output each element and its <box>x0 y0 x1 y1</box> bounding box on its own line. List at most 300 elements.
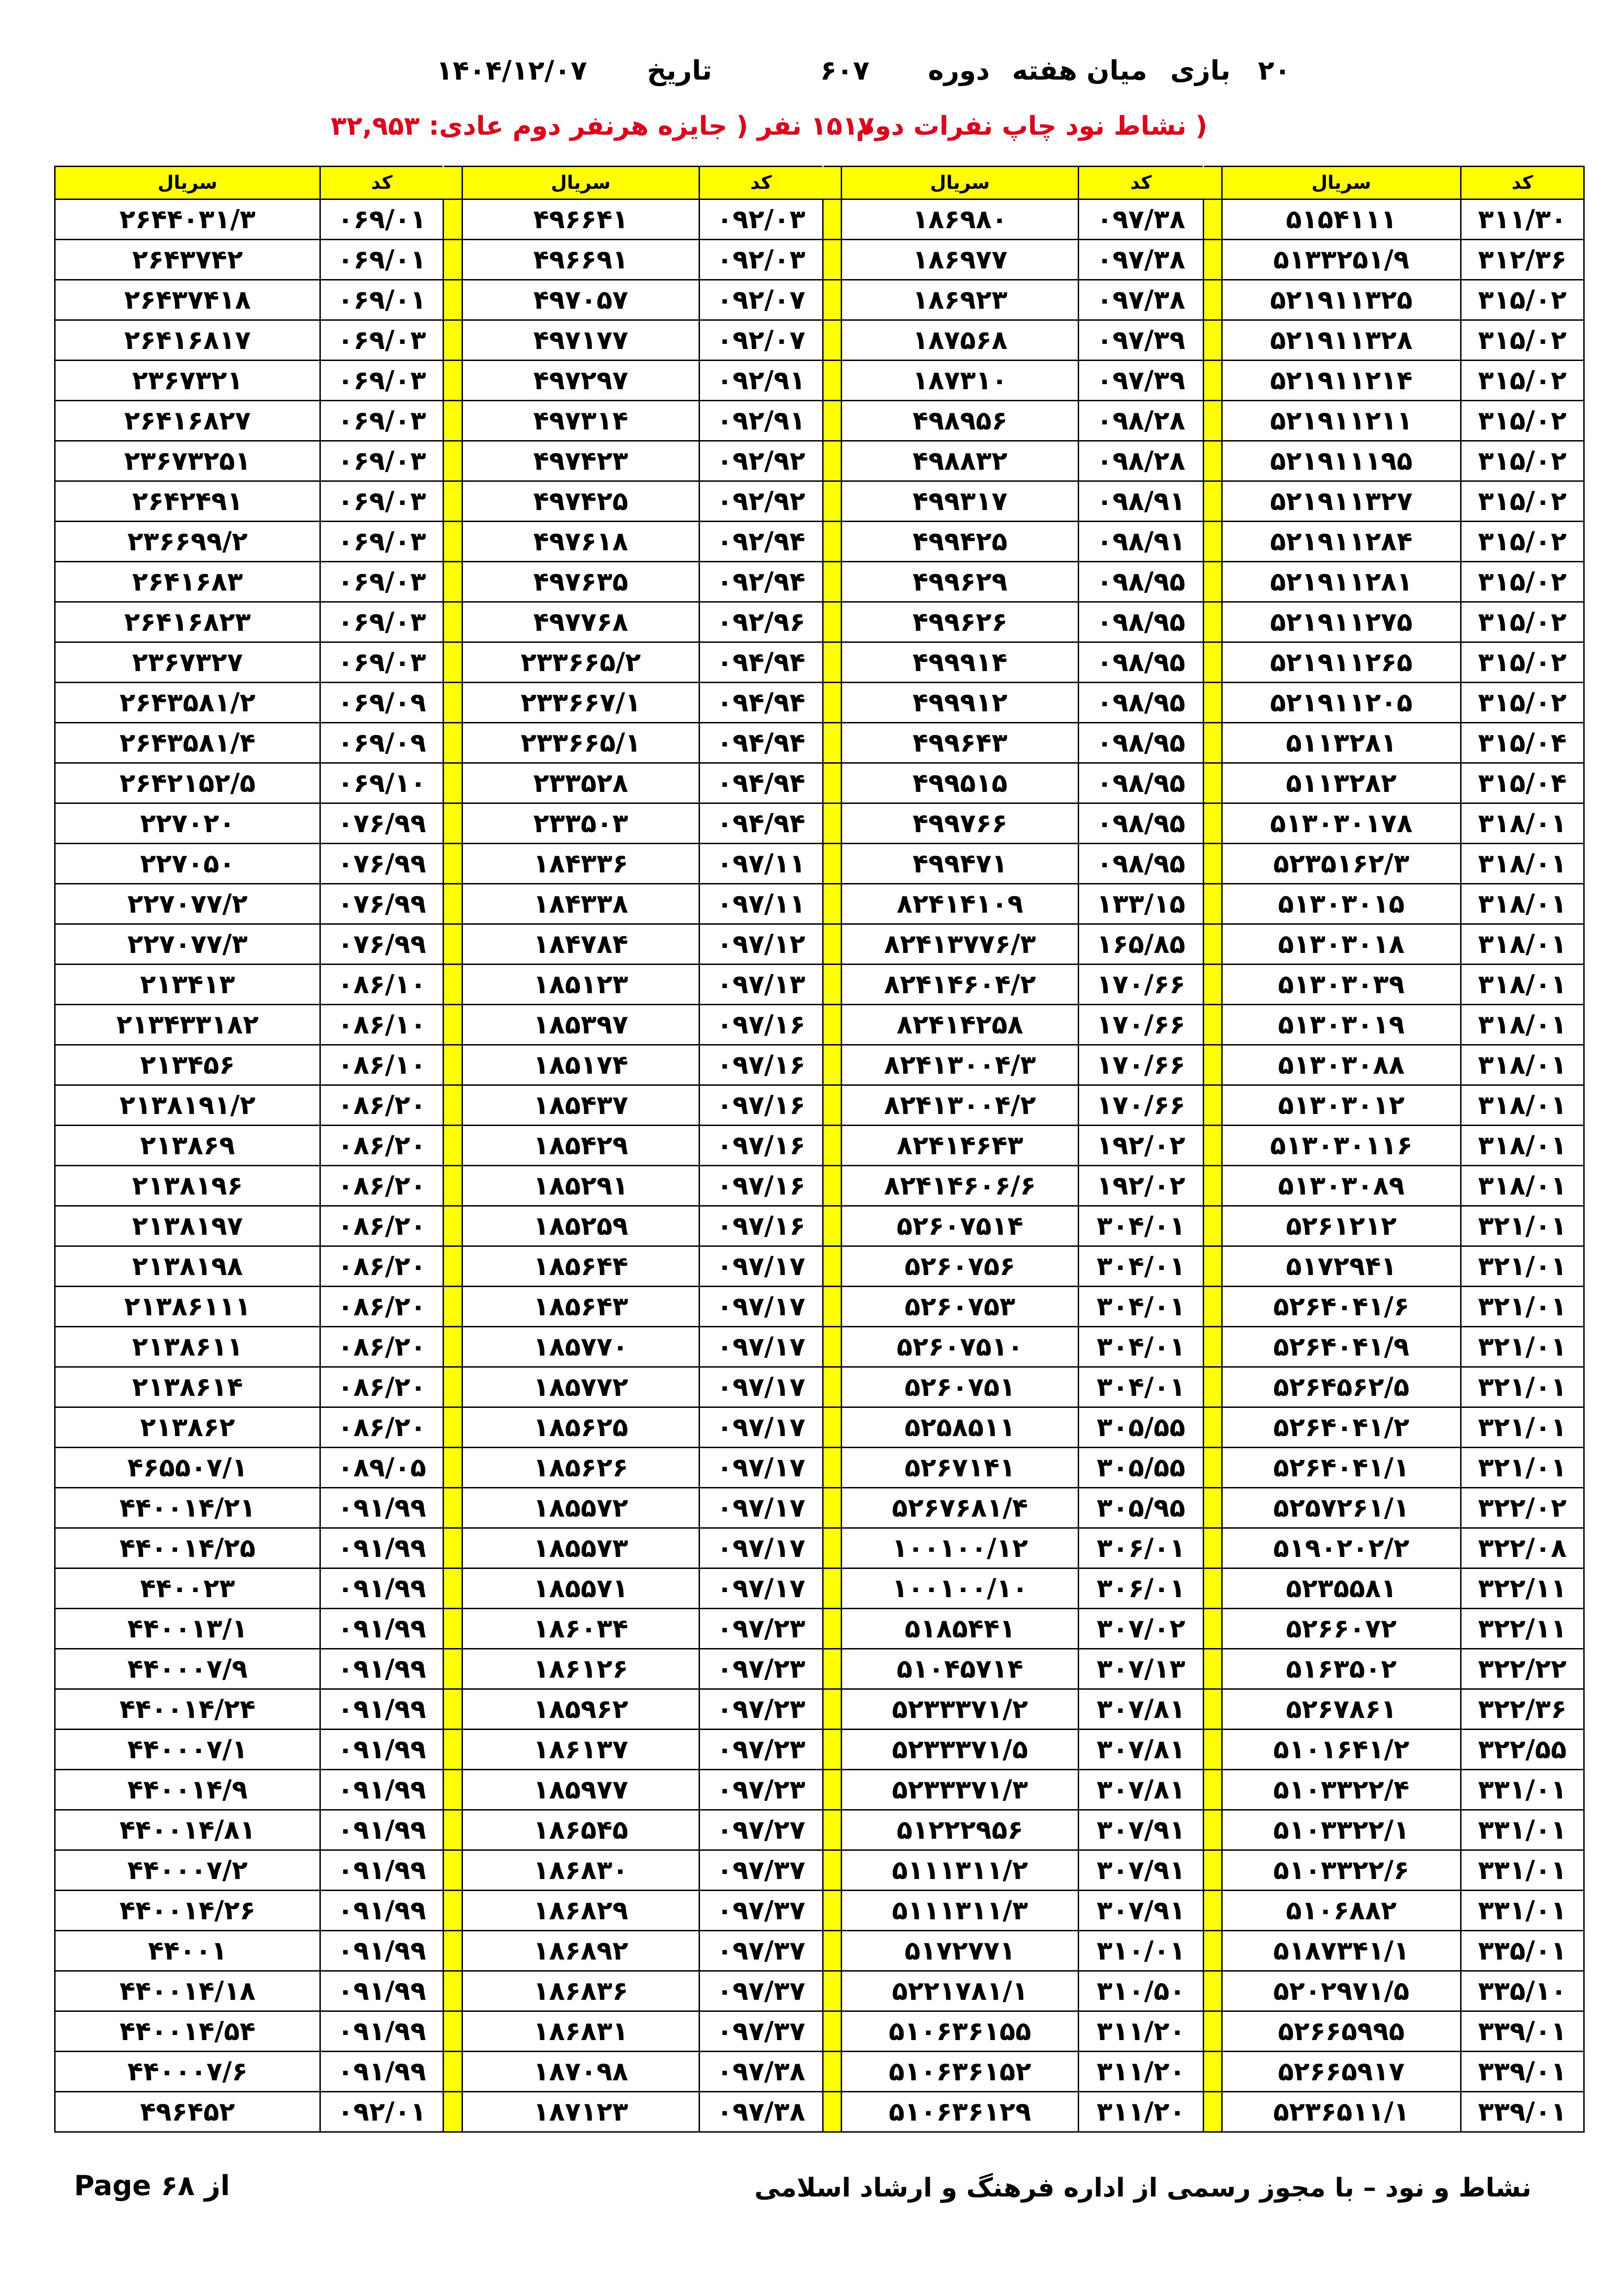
code-cell: ۳۱۸/۰۱ <box>1461 1045 1584 1085</box>
code-cell: ۳۱۸/۰۱ <box>1461 1126 1584 1166</box>
serial-cell: ۵۱۰۳۳۲۲/۱ <box>1222 1810 1461 1850</box>
serial-cell: ۵۱۳۰۳۰۱۱۶ <box>1222 1126 1461 1166</box>
code-cell: ۰۹۷/۲۳ <box>700 1689 823 1730</box>
table-row <box>55 1891 1584 1931</box>
code-cell: ۳۱۵/۰۲ <box>1461 683 1584 723</box>
code-cell: ۳۲۱/۰۱ <box>1461 1246 1584 1287</box>
code-cell: ۳۱۵/۰۲ <box>1461 401 1584 441</box>
serial-cell: ۵۲۶۰۷۵۱۰ <box>841 1327 1079 1367</box>
yellow-separator <box>443 2011 462 2052</box>
header-serial-1: سریال <box>1222 167 1461 199</box>
code-cell: ۰۹۱/۹۹ <box>320 2052 443 2092</box>
code-cell: ۰۶۹/۰۱ <box>320 280 443 320</box>
code-cell: ۰۹۲/۹۱ <box>700 401 823 441</box>
serial-cell: ۱۸۶۸۹۲ <box>462 1931 700 1971</box>
code-cell: ۰۹۱/۹۹ <box>320 1488 443 1528</box>
header-spacer <box>1203 167 1222 199</box>
code-cell: ۰۹۲/۹۴ <box>700 522 823 562</box>
yellow-separator <box>1203 1287 1222 1327</box>
code-cell: ۳۱۱/۲۰ <box>1079 2052 1203 2092</box>
serial-cell: ۲۳۶۶۹۹/۲ <box>55 522 320 562</box>
serial-cell: ۲۳۳۶۶۷/۱ <box>462 683 700 723</box>
yellow-separator <box>823 1448 841 1488</box>
serial-cell: ۱۸۶۵۴۵ <box>462 1810 700 1850</box>
serial-cell: ۵۲۶۴۰۴۱/۹ <box>1222 1327 1461 1367</box>
yellow-separator <box>443 1609 462 1649</box>
yellow-separator <box>443 1568 462 1609</box>
code-cell: ۰۹۱/۹۹ <box>320 1568 443 1609</box>
yellow-separator <box>1203 1327 1222 1367</box>
code-cell: ۰۶۹/۰۳ <box>320 441 443 481</box>
code-cell: ۰۹۸/۹۵ <box>1079 642 1203 683</box>
table-row <box>55 522 1584 562</box>
code-cell: ۳۰۴/۰۱ <box>1079 1246 1203 1287</box>
serial-cell: ۵۲۱۹۱۱۱۹۵ <box>1222 441 1461 481</box>
yellow-separator <box>443 803 462 844</box>
serial-cell: ۵۲۵۸۵۱۱ <box>841 1407 1079 1448</box>
yellow-separator <box>443 2052 462 2092</box>
code-cell: ۳۱۸/۰۱ <box>1461 1085 1584 1126</box>
serial-cell: ۱۸۶۸۳۰ <box>462 1850 700 1891</box>
serial-cell: ۵۲۶۴۰۴۱/۱ <box>1222 1448 1461 1488</box>
yellow-separator <box>443 1649 462 1689</box>
yellow-separator <box>1203 1166 1222 1206</box>
code-cell: ۰۸۶/۲۰ <box>320 1407 443 1448</box>
serial-cell: ۴۹۷۰۵۷ <box>462 280 700 320</box>
yellow-separator <box>443 1850 462 1891</box>
table-row <box>55 361 1584 401</box>
table-row <box>55 763 1584 803</box>
code-cell: ۳۱۸/۰۱ <box>1461 803 1584 844</box>
code-cell: ۳۰۷/۸۱ <box>1079 1689 1203 1730</box>
serial-cell: ۵۱۷۲۷۷۱ <box>841 1931 1079 1971</box>
code-cell: ۰۶۹/۰۱ <box>320 240 443 280</box>
table-row <box>55 1689 1584 1730</box>
serial-cell: ۱۸۴۳۳۶ <box>462 844 700 884</box>
code-cell: ۰۹۷/۳۹ <box>1079 361 1203 401</box>
serial-cell: ۲۱۳۸۱۹۷ <box>55 1206 320 1246</box>
serial-cell: ۵۱۰۳۳۲۲/۴ <box>1222 1770 1461 1810</box>
code-cell: ۰۹۸/۹۱ <box>1079 522 1203 562</box>
code-cell: ۰۹۱/۹۹ <box>320 1649 443 1689</box>
table-row <box>55 1528 1584 1568</box>
code-cell: ۰۸۶/۱۰ <box>320 1045 443 1085</box>
yellow-separator <box>823 1528 841 1568</box>
table-header-row <box>55 167 1584 199</box>
yellow-separator <box>1203 562 1222 602</box>
serial-cell: ۲۲۷۰۷۷/۳ <box>55 924 320 964</box>
code-cell: ۰۹۷/۱۶ <box>700 1045 823 1085</box>
serial-cell: ۱۸۵۷۷۰ <box>462 1327 700 1367</box>
yellow-separator <box>823 240 841 280</box>
code-cell: ۳۰۴/۰۱ <box>1079 1327 1203 1367</box>
table-row <box>55 803 1584 844</box>
code-cell: ۳۰۵/۹۵ <box>1079 1488 1203 1528</box>
table-body <box>55 199 1584 2132</box>
code-cell: ۰۹۷/۱۶ <box>700 1166 823 1206</box>
yellow-separator <box>1203 1649 1222 1689</box>
yellow-separator <box>443 522 462 562</box>
code-cell: ۰۹۷/۱۷ <box>700 1407 823 1448</box>
serial-cell: ۲۶۴۳۵۸۱/۴ <box>55 723 320 763</box>
yellow-separator <box>443 1327 462 1367</box>
yellow-separator <box>1203 1367 1222 1407</box>
serial-cell: ۴۴۰۰۱۴/۲۱ <box>55 1488 320 1528</box>
yellow-separator <box>443 2092 462 2132</box>
code-cell: ۰۹۷/۱۶ <box>700 1005 823 1045</box>
yellow-separator <box>443 199 462 240</box>
serial-cell: ۴۴۰۰۱۴/۲۴ <box>55 1689 320 1730</box>
yellow-separator <box>1203 1005 1222 1045</box>
yellow-separator <box>1203 1045 1222 1085</box>
serial-cell: ۵۲۱۹۱۱۲۶۵ <box>1222 642 1461 683</box>
serial-cell: ۲۳۶۷۳۲۱ <box>55 361 320 401</box>
serial-cell: ۱۸۵۴۲۹ <box>462 1126 700 1166</box>
code-cell: ۰۷۶/۹۹ <box>320 803 443 844</box>
serial-cell: ۲۱۳۸۶۱۱۱ <box>55 1287 320 1327</box>
serial-cell: ۵۱۰۳۳۲۲/۶ <box>1222 1850 1461 1891</box>
serial-cell: ۴۴۰۰۱۴/۵۴ <box>55 2011 320 2052</box>
serial-cell: ۱۸۶۸۲۹ <box>462 1891 700 1931</box>
code-cell: ۰۹۷/۲۳ <box>700 1649 823 1689</box>
code-cell: ۰۹۷/۳۷ <box>700 1931 823 1971</box>
yellow-separator <box>823 642 841 683</box>
serial-cell: ۴۹۹۹۱۴ <box>841 642 1079 683</box>
serial-cell: ۴۹۸۸۳۲ <box>841 441 1079 481</box>
code-cell: ۰۶۹/۰۳ <box>320 602 443 642</box>
code-cell: ۳۱۰/۵۰ <box>1079 1971 1203 2011</box>
code-cell: ۳۱۵/۰۲ <box>1461 562 1584 602</box>
code-cell: ۳۰۵/۵۵ <box>1079 1407 1203 1448</box>
code-cell: ۰۶۹/۰۳ <box>320 481 443 522</box>
serial-cell: ۴۴۰۰۱ <box>55 1931 320 1971</box>
yellow-separator <box>443 924 462 964</box>
yellow-separator <box>443 562 462 602</box>
code-cell: ۰۹۴/۹۴ <box>700 763 823 803</box>
code-cell: ۰۶۹/۰۳ <box>320 320 443 361</box>
serial-cell: ۴۶۵۵۰۷/۱ <box>55 1448 320 1488</box>
yellow-separator <box>823 1810 841 1850</box>
serial-cell: ۴۹۷۶۱۸ <box>462 522 700 562</box>
serial-cell: ۱۸۶۹۷۷ <box>841 240 1079 280</box>
serial-cell: ۱۸۵۵۷۱ <box>462 1568 700 1609</box>
code-cell: ۳۱۸/۰۱ <box>1461 964 1584 1005</box>
yellow-separator <box>1203 1528 1222 1568</box>
serial-cell: ۵۱۳۰۳۰۸۸ <box>1222 1045 1461 1085</box>
yellow-separator <box>1203 2092 1222 2132</box>
yellow-separator <box>823 2052 841 2092</box>
serial-cell: ۴۴۰۰۱۴/۲۵ <box>55 1528 320 1568</box>
period-label: دوره <box>928 55 990 86</box>
table-row <box>55 1488 1584 1528</box>
yellow-separator <box>1203 1246 1222 1287</box>
serial-cell: ۱۰۰۱۰۰/۱۰ <box>841 1568 1079 1609</box>
header-spacer <box>443 167 462 199</box>
serial-cell: ۵۲۰۲۹۷۱/۵ <box>1222 1971 1461 2011</box>
code-cell: ۰۹۷/۱۷ <box>700 1448 823 1488</box>
serial-cell: ۴۹۶۶۴۱ <box>462 199 700 240</box>
code-cell: ۰۹۲/۹۶ <box>700 602 823 642</box>
code-cell: ۰۹۱/۹۹ <box>320 1689 443 1730</box>
serial-cell: ۸۲۴۱۴۶۰۶/۶ <box>841 1166 1079 1206</box>
table-row <box>55 481 1584 522</box>
yellow-separator <box>443 602 462 642</box>
game-label: بازی <box>1170 55 1230 86</box>
serial-cell: ۵۲۶۰۷۵۶ <box>841 1246 1079 1287</box>
code-cell: ۰۹۸/۹۵ <box>1079 602 1203 642</box>
header-serial-2: سریال <box>841 167 1079 199</box>
code-cell: ۰۹۷/۳۸ <box>1079 280 1203 320</box>
yellow-separator <box>1203 401 1222 441</box>
yellow-separator <box>1203 763 1222 803</box>
serial-cell: ۱۸۵۲۵۹ <box>462 1206 700 1246</box>
yellow-separator <box>443 1448 462 1488</box>
yellow-separator <box>443 1931 462 1971</box>
yellow-separator <box>823 1327 841 1367</box>
code-cell: ۱۹۲/۰۲ <box>1079 1166 1203 1206</box>
serial-cell: ۵۱۸۷۳۴۱/۱ <box>1222 1931 1461 1971</box>
code-cell: ۳۱۸/۰۱ <box>1461 1166 1584 1206</box>
yellow-separator <box>1203 1609 1222 1649</box>
yellow-separator <box>443 441 462 481</box>
table-row <box>55 1850 1584 1891</box>
yellow-separator <box>823 1367 841 1407</box>
code-cell: ۰۹۴/۹۴ <box>700 642 823 683</box>
code-cell: ۳۰۷/۰۲ <box>1079 1609 1203 1649</box>
code-cell: ۰۸۶/۲۰ <box>320 1085 443 1126</box>
serial-cell: ۴۴۰۰۰۷/۱ <box>55 1730 320 1770</box>
code-cell: ۰۸۹/۰۵ <box>320 1448 443 1488</box>
serial-cell: ۵۱۳۰۳۰۸۹ <box>1222 1166 1461 1206</box>
code-cell: ۳۰۶/۰۱ <box>1079 1568 1203 1609</box>
yellow-separator <box>443 320 462 361</box>
yellow-separator <box>1203 964 1222 1005</box>
code-cell: ۰۹۸/۹۵ <box>1079 803 1203 844</box>
table-row <box>55 1045 1584 1085</box>
serial-cell: ۱۸۵۶۲۵ <box>462 1407 700 1448</box>
yellow-separator <box>823 964 841 1005</box>
yellow-separator <box>443 642 462 683</box>
code-cell: ۳۰۴/۰۱ <box>1079 1287 1203 1327</box>
yellow-separator <box>443 1730 462 1770</box>
yellow-separator <box>443 1891 462 1931</box>
code-cell: ۰۸۶/۲۰ <box>320 1367 443 1407</box>
code-cell: ۰۸۶/۲۰ <box>320 1327 443 1367</box>
serial-cell: ۴۹۷۷۶۸ <box>462 602 700 642</box>
serial-cell: ۵۲۱۹۱۱۲۸۴ <box>1222 522 1461 562</box>
subheader-count: ۱۵۱۷ نفر ( جایزه هرنفر دوم عادی: ۳۲,۹۵۳ <box>331 111 874 141</box>
serial-cell: ۲۳۳۵۰۳ <box>462 803 700 844</box>
serial-cell: ۱۸۵۳۹۷ <box>462 1005 700 1045</box>
code-cell: ۰۹۲/۰۷ <box>700 320 823 361</box>
serial-cell: ۱۸۵۷۷۲ <box>462 1367 700 1407</box>
serial-cell: ۴۹۷۴۲۳ <box>462 441 700 481</box>
table-row <box>55 884 1584 924</box>
code-cell: ۰۹۲/۰۳ <box>700 240 823 280</box>
code-cell: ۰۹۱/۹۹ <box>320 1810 443 1850</box>
serial-cell: ۴۹۹۶۴۳ <box>841 723 1079 763</box>
code-cell: ۳۳۵/۰۱ <box>1461 1931 1584 1971</box>
yellow-separator <box>823 1649 841 1689</box>
yellow-separator <box>1203 441 1222 481</box>
header-code-4: کد <box>320 167 443 199</box>
code-cell: ۰۹۱/۹۹ <box>320 1850 443 1891</box>
yellow-separator <box>1203 199 1222 240</box>
yellow-separator <box>1203 320 1222 361</box>
code-cell: ۱۷۰/۶۶ <box>1079 964 1203 1005</box>
code-cell: ۰۹۲/۰۱ <box>320 2092 443 2132</box>
code-cell: ۳۳۵/۱۰ <box>1461 1971 1584 2011</box>
table-row <box>55 320 1584 361</box>
serial-cell: ۵۲۳۳۳۷۱/۲ <box>841 1689 1079 1730</box>
serial-cell: ۱۸۶۸۳۱ <box>462 2011 700 2052</box>
yellow-separator <box>1203 924 1222 964</box>
serial-cell: ۴۴۰۰۱۴/۸۱ <box>55 1810 320 1850</box>
code-cell: ۳۳۹/۰۱ <box>1461 2052 1584 2092</box>
yellow-separator <box>1203 1971 1222 2011</box>
serial-cell: ۱۸۴۷۸۴ <box>462 924 700 964</box>
code-cell: ۳۱۵/۰۲ <box>1461 642 1584 683</box>
yellow-separator <box>823 884 841 924</box>
serial-cell: ۵۱۰۶۸۸۲ <box>1222 1891 1461 1931</box>
table-row <box>55 1407 1584 1448</box>
code-cell: ۳۰۶/۰۱ <box>1079 1528 1203 1568</box>
serial-cell: ۲۶۴۲۱۵۲/۵ <box>55 763 320 803</box>
code-cell: ۳۳۹/۰۱ <box>1461 2011 1584 2052</box>
header-serial-3: سریال <box>462 167 700 199</box>
serial-cell: ۱۸۵۹۷۷ <box>462 1770 700 1810</box>
code-cell: ۰۶۹/۰۹ <box>320 683 443 723</box>
table-row <box>55 1327 1584 1367</box>
code-cell: ۳۱۸/۰۱ <box>1461 924 1584 964</box>
code-cell: ۰۹۱/۹۹ <box>320 1528 443 1568</box>
serial-cell: ۱۸۵۶۲۶ <box>462 1448 700 1488</box>
code-cell: ۰۹۷/۳۷ <box>700 2011 823 2052</box>
table-row <box>55 1005 1584 1045</box>
serial-cell: ۴۴۰۰۱۳/۱ <box>55 1609 320 1649</box>
yellow-separator <box>823 1850 841 1891</box>
code-cell: ۳۲۲/۱۱ <box>1461 1609 1584 1649</box>
yellow-separator <box>443 280 462 320</box>
yellow-separator <box>443 683 462 723</box>
code-cell: ۰۶۹/۰۳ <box>320 562 443 602</box>
serial-cell: ۲۱۳۴۳۳۱۸۲ <box>55 1005 320 1045</box>
serial-cell: ۵۲۶۰۷۵۳ <box>841 1287 1079 1327</box>
header-line-2 <box>0 111 1624 157</box>
yellow-separator <box>1203 884 1222 924</box>
header-code-2: کد <box>1079 167 1203 199</box>
yellow-separator <box>1203 642 1222 683</box>
yellow-separator <box>1203 1488 1222 1528</box>
yellow-separator <box>1203 602 1222 642</box>
code-cell: ۳۱۸/۰۱ <box>1461 1005 1584 1045</box>
code-cell: ۰۹۷/۱۶ <box>700 1085 823 1126</box>
yellow-separator <box>823 2011 841 2052</box>
yellow-separator <box>823 602 841 642</box>
table-row <box>55 642 1584 683</box>
serial-cell: ۸۲۴۱۴۶۴۳ <box>841 1126 1079 1166</box>
yellow-separator <box>443 1367 462 1407</box>
yellow-separator <box>823 1730 841 1770</box>
serial-cell: ۵۱۱۳۲۸۱ <box>1222 723 1461 763</box>
serial-cell: ۲۶۴۱۶۸۲۷ <box>55 401 320 441</box>
table-row <box>55 723 1584 763</box>
code-cell: ۰۹۱/۹۹ <box>320 1609 443 1649</box>
yellow-separator <box>1203 1850 1222 1891</box>
results-table <box>54 166 1585 2133</box>
code-cell: ۰۸۶/۲۰ <box>320 1166 443 1206</box>
table-row <box>55 240 1584 280</box>
code-cell: ۱۶۵/۸۵ <box>1079 924 1203 964</box>
yellow-separator <box>443 1528 462 1568</box>
table-row <box>55 2011 1584 2052</box>
yellow-separator <box>1203 361 1222 401</box>
serial-cell: ۲۶۴۱۶۸۱۷ <box>55 320 320 361</box>
serial-cell: ۵۱۰۴۵۷۱۴ <box>841 1649 1079 1689</box>
serial-cell: ۵۱۳۰۳۰۱۲ <box>1222 1085 1461 1126</box>
code-cell: ۰۹۷/۳۸ <box>1079 199 1203 240</box>
code-cell: ۳۱۵/۰۴ <box>1461 723 1584 763</box>
serial-cell: ۵۱۲۲۲۹۵۶ <box>841 1810 1079 1850</box>
serial-cell: ۵۲۶۷۸۶۱ <box>1222 1689 1461 1730</box>
code-cell: ۳۲۱/۰۱ <box>1461 1407 1584 1448</box>
serial-cell: ۱۸۶۱۲۶ <box>462 1649 700 1689</box>
serial-cell: ۵۱۳۳۲۵۱/۹ <box>1222 240 1461 280</box>
code-cell: ۱۳۳/۱۵ <box>1079 884 1203 924</box>
yellow-separator <box>823 1609 841 1649</box>
table-row <box>55 1730 1584 1770</box>
serial-cell: ۱۸۵۹۶۲ <box>462 1689 700 1730</box>
code-cell: ۰۹۸/۲۸ <box>1079 401 1203 441</box>
code-cell: ۰۹۲/۹۱ <box>700 361 823 401</box>
yellow-separator <box>443 1971 462 2011</box>
code-cell: ۰۹۱/۹۹ <box>320 1971 443 2011</box>
code-cell: ۳۱۵/۰۲ <box>1461 602 1584 642</box>
code-cell: ۰۹۱/۹۹ <box>320 2011 443 2052</box>
code-cell: ۰۹۷/۱۳ <box>700 964 823 1005</box>
yellow-separator <box>823 199 841 240</box>
serial-cell: ۸۲۴۱۴۲۵۸ <box>841 1005 1079 1045</box>
serial-cell: ۵۲۶۶۰۷۲ <box>1222 1609 1461 1649</box>
table-row <box>55 199 1584 240</box>
table-row <box>55 964 1584 1005</box>
yellow-separator <box>1203 1448 1222 1488</box>
table-row <box>55 1166 1584 1206</box>
code-cell: ۳۰۷/۸۱ <box>1079 1770 1203 1810</box>
serial-cell: ۲۳۶۷۳۲۷ <box>55 642 320 683</box>
yellow-separator <box>1203 844 1222 884</box>
serial-cell: ۵۲۱۹۱۱۳۲۷ <box>1222 481 1461 522</box>
code-cell: ۳۱۸/۰۱ <box>1461 884 1584 924</box>
serial-cell: ۴۴۰۰۱۴/۱۸ <box>55 1971 320 2011</box>
table-row <box>55 683 1584 723</box>
code-cell: ۰۹۸/۹۵ <box>1079 763 1203 803</box>
serial-cell: ۵۱۱۱۳۱۱/۲ <box>841 1850 1079 1891</box>
yellow-separator <box>823 1206 841 1246</box>
code-cell: ۰۶۹/۰۳ <box>320 401 443 441</box>
yellow-separator <box>1203 1568 1222 1609</box>
serial-cell: ۵۱۰۶۳۶۱۵۲ <box>841 2052 1079 2092</box>
serial-cell: ۴۹۹۷۶۶ <box>841 803 1079 844</box>
serial-cell: ۴۴۰۰۱۴/۹ <box>55 1770 320 1810</box>
serial-cell: ۱۸۷۳۱۰ <box>841 361 1079 401</box>
serial-cell: ۱۸۶۸۳۶ <box>462 1971 700 2011</box>
serial-cell: ۸۲۴۱۴۱۰۹ <box>841 884 1079 924</box>
code-cell: ۰۹۷/۳۸ <box>700 2052 823 2092</box>
code-cell: ۰۶۹/۰۳ <box>320 642 443 683</box>
table-row <box>55 2052 1584 2092</box>
serial-cell: ۴۴۰۰۱۴/۲۶ <box>55 1891 320 1931</box>
